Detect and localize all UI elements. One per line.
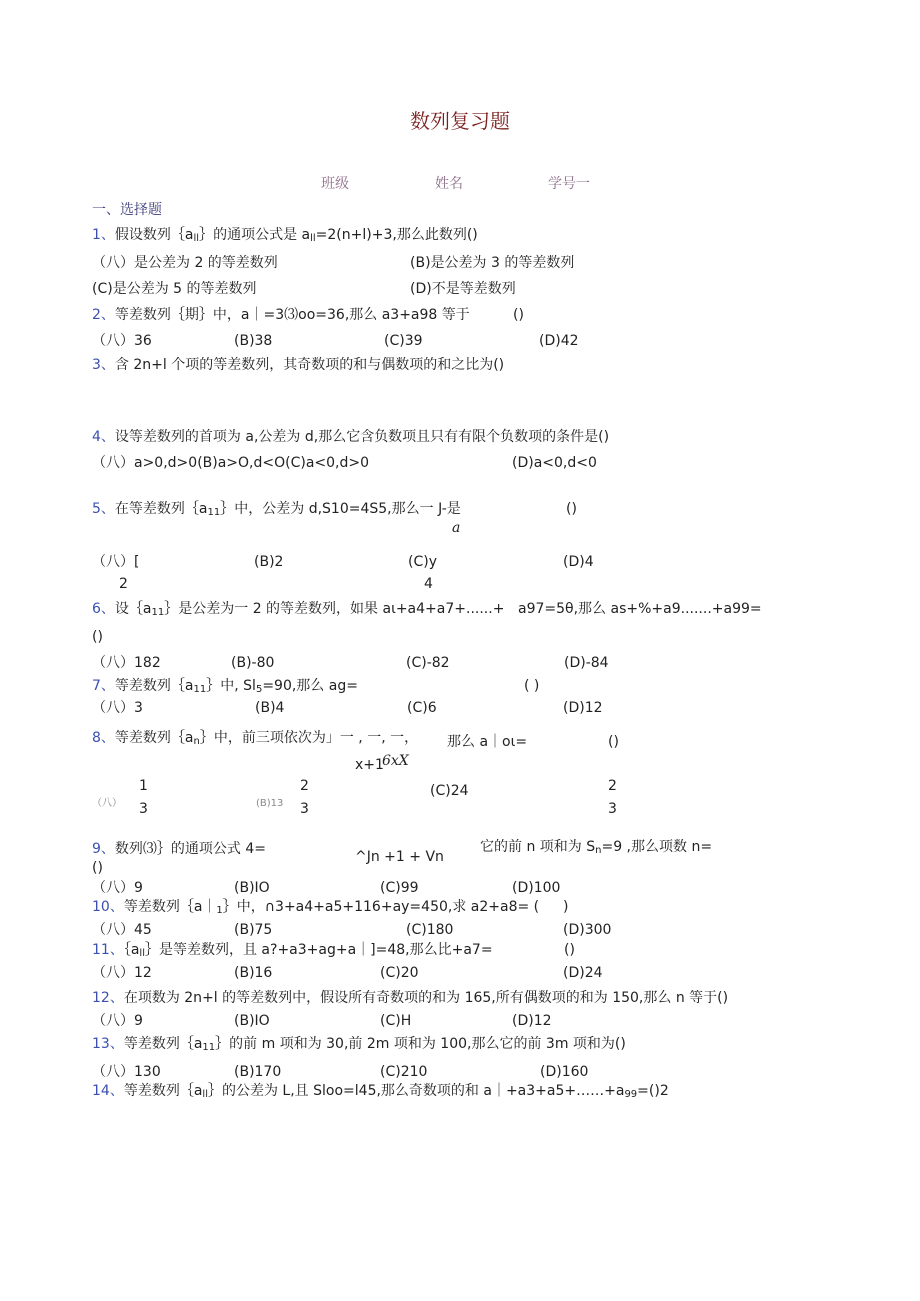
question-6-continued: a97=5θ,那么 as+%+a9.......+a99= xyxy=(518,601,762,617)
question-9: 9、数列⑶｝的通项公式 4= xyxy=(92,841,267,857)
option-d: (D)12 xyxy=(512,1013,552,1029)
option-d: (D)300 xyxy=(563,922,612,938)
class-label: 班级 xyxy=(321,176,349,192)
option-a: （八） xyxy=(92,798,122,809)
answer-paren: ( ) xyxy=(524,678,540,694)
option-b: (B)4 xyxy=(255,700,285,716)
option-d: (D)42 xyxy=(539,333,579,349)
question-1: 1、假设数列$\{a_{ll}\}$的通项公式是 $a_{ll}=2(n+l)+3$,那么此数列() xyxy=(92,227,478,244)
option-b: (B)2 xyxy=(254,554,284,570)
option-d-numerator: 2 xyxy=(608,778,617,794)
question-number: 3、 xyxy=(92,357,115,373)
option-c: (C)是公差为 5 的等差数列 xyxy=(92,281,257,297)
option-a-denominator: 3 xyxy=(139,801,148,817)
option-d: (D)160 xyxy=(540,1064,589,1080)
question-number: 5、 xyxy=(92,501,115,517)
option-b: (B)13 xyxy=(256,798,284,809)
option-c: (C)24 xyxy=(430,783,469,799)
option-b: (B)16 xyxy=(234,965,273,981)
option-a: （八）182 xyxy=(92,655,161,671)
section-heading: 一、选择题 xyxy=(92,202,162,218)
question-10: 10、等差数列$\{a|_1\}$中，∩3+a4+a5+116+ay=450,求 a2+a8= ( xyxy=(92,899,540,916)
question-8-continued: 那么 a｜oι= xyxy=(447,734,528,750)
option-d: (D)24 xyxy=(563,965,603,981)
answer-paren: () xyxy=(566,501,577,517)
question-number: 14、 xyxy=(92,1083,124,1099)
page-title: 数列复习题 xyxy=(410,109,510,133)
option-b: (B)38 xyxy=(234,333,273,349)
option-c: (C)180 xyxy=(406,922,454,938)
option-b: (B)IO xyxy=(234,880,270,896)
question-4: 4、设等差数列的首项为 a,公差为 d,那么它含负数项且只有有限个负数项的条件是() xyxy=(92,429,610,445)
option-a: （八）45 xyxy=(92,922,152,938)
option-c: (C)6 xyxy=(407,700,437,716)
option-b-denominator: 3 xyxy=(300,801,309,817)
question-9-continued: 它的前 n 项和为 $S_n=9$ ,那么项数 n= xyxy=(480,839,713,856)
option-d: (D)100 xyxy=(512,880,561,896)
option-b: (B)75 xyxy=(234,922,273,938)
question-7: 7、等差数列$\{a_{11}\}$中, $Sl_5=90$,那么 ag= xyxy=(92,678,358,695)
option-b: (B)-80 xyxy=(231,655,275,671)
question-number: 13、 xyxy=(92,1036,124,1052)
option-c: (C)39 xyxy=(384,333,423,349)
option-a: （八）36 xyxy=(92,333,152,349)
option-b-numerator: 2 xyxy=(300,778,309,794)
question-number: 2、 xyxy=(92,307,115,323)
option-b: (B)IO xyxy=(234,1013,270,1029)
answer-paren: () xyxy=(92,860,103,876)
option-d: (D)12 xyxy=(563,700,603,716)
fraction-denominator: x+1 xyxy=(355,757,384,773)
question-number: 8、 xyxy=(92,730,115,746)
question-13: 13、等差数列$\{a_{11}\}$的前 m 项和为 30,前 2m 项和为 100,那么它的前 3m 项和为() xyxy=(92,1036,626,1053)
option-a: （八）130 xyxy=(92,1064,161,1080)
option-a-numerator: 1 xyxy=(139,778,148,794)
question-number: 6、 xyxy=(92,601,115,617)
student-id-label: 学号一 xyxy=(548,176,590,192)
option-a: （八）9 xyxy=(92,1013,143,1029)
option-d: (D)不是等差数列 xyxy=(410,281,516,297)
option-c: (C)20 xyxy=(380,965,419,981)
option-c: (C)-82 xyxy=(406,655,450,671)
question-5: 5、在等差数列$\{a_{11}\}$中，公差为 d,S10=4S5,那么一 J-是 xyxy=(92,501,461,518)
option-c: (C)210 xyxy=(380,1064,428,1080)
option-a: （八）9 xyxy=(92,880,143,896)
question-12: 12、在项数为 2n+l 的等差数列中，假设所有奇数项的和为 165,所有偶数项的和为 150,那么 n 等于() xyxy=(92,990,729,1006)
question-number: 4、 xyxy=(92,429,115,445)
option-c: (C)y xyxy=(408,554,437,570)
option-a: （八）3 xyxy=(92,700,143,716)
question-number: 12、 xyxy=(92,990,124,1006)
formula-denominator: ^Jn +1 + Vn xyxy=(355,849,444,865)
option-b: (B)是公差为 3 的等差数列 xyxy=(410,255,575,271)
question-2: 2、等差数列｛期｝中，a｜=3⑶oo=36,那么 a3+a98 等于 xyxy=(92,307,470,323)
question-6: 6、设$\{a_{11}\}$是公差为一 2 的等差数列，如果 aι+a4+a7+......+ xyxy=(92,601,505,618)
question-14: 14、等差数列$\{a_{ll}\}$的公差为 L,且 Sloo=l45,那么奇数项的和 $a|+a3+a5+\dots\dots+a_{99}=()2$ xyxy=(92,1083,669,1100)
question-11: 11、$\{a_{ll}\}$是等差数列，且 a?+a3+ag+a｜]=48,那么比+a7= xyxy=(92,942,493,959)
option-c-denominator: 4 xyxy=(424,576,433,592)
question-3: 3、含 2n+l 个项的等差数列，其奇数项的和与偶数项的和之比为() xyxy=(92,357,505,373)
answer-paren: () xyxy=(513,307,524,323)
question-number: 11、 xyxy=(92,942,124,958)
option-a: （八）是公差为 2 的等差数列 xyxy=(92,255,278,271)
option-a: （八）12 xyxy=(92,965,152,981)
answer-paren: () xyxy=(92,629,103,645)
option-a-denominator: 2 xyxy=(119,576,128,592)
fraction-denominator: 6xX xyxy=(382,753,409,769)
option-a: （八）[ xyxy=(92,554,140,570)
option-c: (C)99 xyxy=(380,880,419,896)
fraction-denominator: a xyxy=(452,520,461,536)
option-d-denominator: 3 xyxy=(608,801,617,817)
options-abc: （八）a>0,d>0(B)a>O,d<O(C)a<0,d>0 xyxy=(92,455,370,471)
option-b: (B)170 xyxy=(234,1064,282,1080)
name-label: 姓名 xyxy=(435,176,463,192)
question-number: 10、 xyxy=(92,899,124,915)
option-d: (D)4 xyxy=(563,554,594,570)
question-number: 7、 xyxy=(92,678,115,694)
question-number: 9、 xyxy=(92,841,115,857)
answer-paren: () xyxy=(564,942,575,958)
answer-paren: () xyxy=(608,734,619,750)
answer-paren: ) xyxy=(563,899,569,915)
question-8: 8、等差数列$\{a_n\}$中，前三项依次为」一 , 一, 一， xyxy=(92,730,419,747)
question-number: 1、 xyxy=(92,227,115,243)
option-d: (D)a<0,d<0 xyxy=(512,455,597,471)
option-c: (C)H xyxy=(380,1013,412,1029)
option-d: (D)-84 xyxy=(564,655,609,671)
